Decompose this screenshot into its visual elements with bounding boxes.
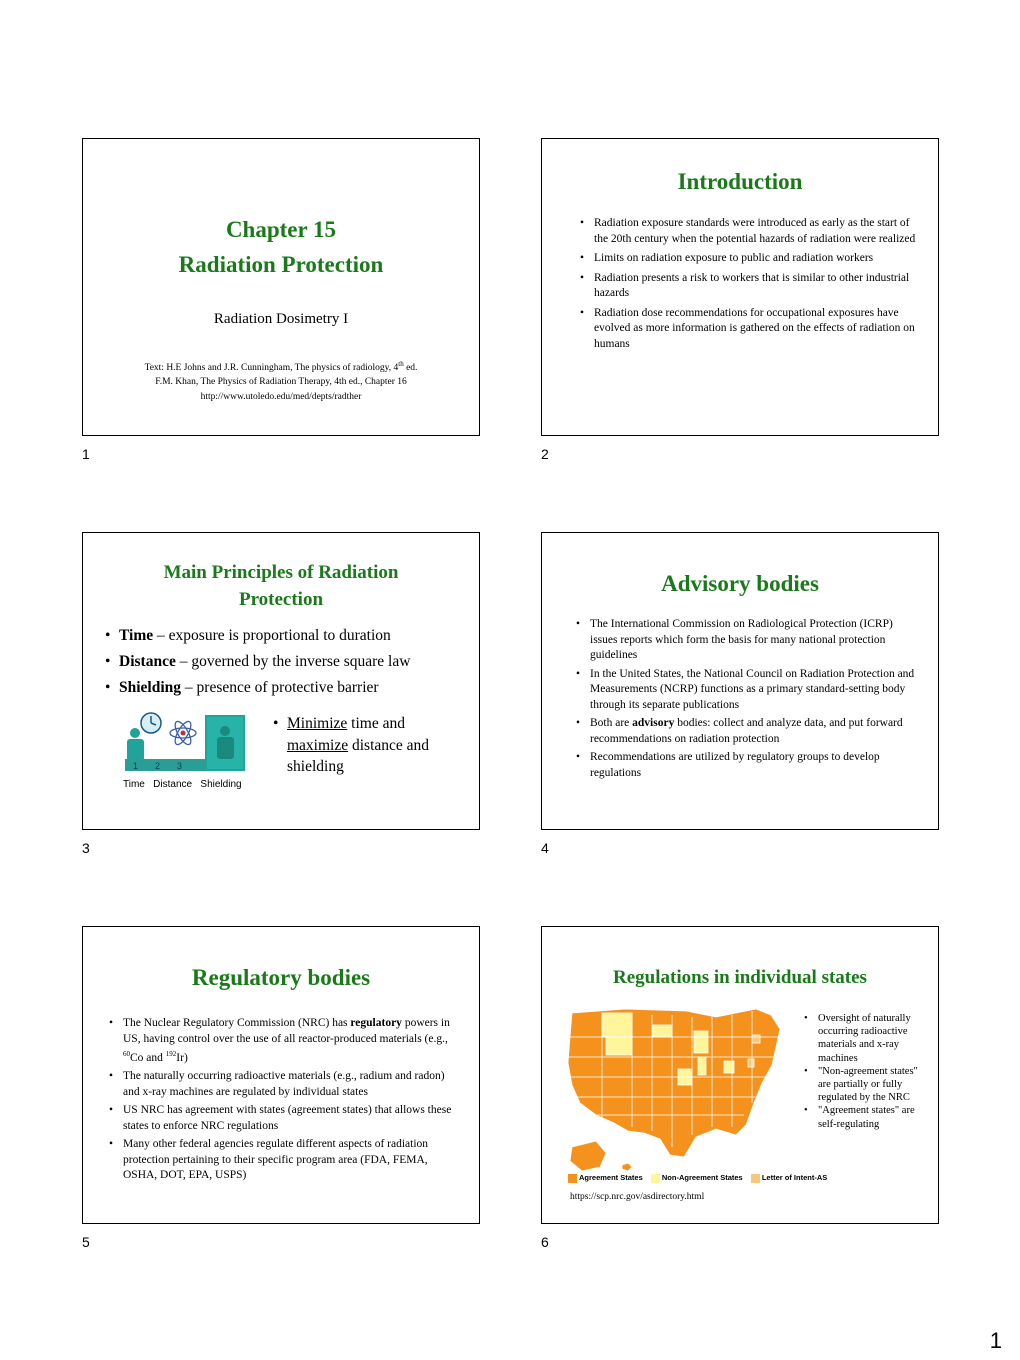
bullet-item: • Both are advisory bodies: collect and analyze data, and put forward recommendations on radiation protection (574, 716, 920, 747)
clock-icon (141, 713, 161, 733)
map-letter-of-intent-ct (752, 1035, 760, 1043)
principle-distance: • Distance – governed by the inverse square law (103, 649, 469, 675)
slide-3-title: Main Principles of Radiation Protection (163, 562, 399, 610)
slide-6 (541, 926, 939, 1224)
page-number: 1 (989, 1328, 1002, 1353)
slide-1-title-line1: Chapter 15 (225, 217, 337, 242)
bullet-item: • The Nuclear Regulatory Commission (NRC) has regulatory powers in US, having control over the use of all reactor-produced materials (e.g., $^{60}$Co and $^{192}$Ir) (107, 1016, 455, 1066)
slide-4-number: 4 (541, 840, 549, 856)
illustration-caption: Time Distance Shielding (123, 779, 242, 790)
slide-1-reference-url[interactable]: http://www.utoledo.edu/med/depts/radther (200, 392, 362, 402)
slide-3-principles-list (103, 623, 469, 701)
ruler-tick-2: 2 (155, 761, 161, 771)
map-contiguous-us (568, 1009, 780, 1157)
legend-label: Agreement States (579, 1173, 643, 1182)
slide-4-title: Advisory bodies (661, 571, 819, 596)
bullet-item: • "Agreement states" are self-regulating (802, 1104, 930, 1130)
slide-6-bullet-list (802, 1012, 930, 1131)
slide-5-bullet-list (107, 1016, 455, 1184)
slide-4 (541, 532, 939, 830)
slide-1-title-line2: Radiation Protection (178, 252, 384, 277)
ruler-tick-1: 1 (133, 761, 139, 771)
map-non-agreement-in (698, 1057, 706, 1075)
slide-3 (82, 532, 480, 830)
map-source-url[interactable]: https://scp.nrc.gov/asdirectory.html (570, 1192, 705, 1202)
map-letter-of-intent-de (748, 1059, 754, 1067)
slide-3-number: 3 (82, 840, 90, 856)
bullet-item: • Radiation exposure standards were introduced as early as the start of the 20th century when the potential hazards of radiation were realized (578, 216, 916, 247)
bullet-item: • The naturally occurring radioactive materials (e.g., radium and radon) and x-ray machines are regulated by individual states (107, 1069, 455, 1100)
worker-left-icon (127, 728, 144, 761)
slide-2-title: Introduction (677, 169, 803, 194)
map-legend (568, 1173, 827, 1183)
map-hawaii (622, 1163, 632, 1171)
legend-label: Letter of Intent-AS (761, 1173, 828, 1182)
us-agreement-states-map (566, 1007, 794, 1179)
bullet-item: • Limits on radiation exposure to public and radiation workers (578, 251, 916, 267)
bullet-item: • The International Commission on Radiological Protection (ICRP) issues reports which form the basis for many national protection guidelines (574, 617, 920, 664)
slide-2-bullet-list (578, 216, 916, 352)
map-non-agreement-mt (602, 1013, 632, 1037)
legend-swatch-letter-of-intent (751, 1174, 760, 1183)
principle-time: • Time – exposure is proportional to duration (103, 623, 469, 649)
ruler-tick-3: 3 (177, 761, 183, 771)
bullet-item: • "Non-agreement states" are partially or fully regulated by the NRC (802, 1065, 930, 1105)
bullet-item: • US NRC has agreement with states (agreement states) that allows these states to enforce NRC regulations (107, 1103, 455, 1134)
summary-item: • Minimize time and maximize distance and shielding (271, 713, 429, 778)
slide-6-title: Regulations in individual states (613, 967, 867, 988)
atom-icon (170, 719, 196, 747)
map-non-agreement-wy (606, 1037, 632, 1055)
slide-1 (82, 138, 480, 436)
map-non-agreement-mi (694, 1031, 708, 1053)
slide-2 (541, 138, 939, 436)
legend-label: Non-Agreement States (661, 1173, 743, 1182)
bullet-item: • Many other federal agencies regulate different aspects of radiation protection pertaining to their specific program area (FDA, FEMA, OSHA, DOT, EPA, USPS) (107, 1137, 455, 1184)
slide-4-bullet-list (574, 617, 920, 781)
slide-2-number: 2 (541, 446, 549, 462)
bullet-item: • Recommendations are utilized by regulatory groups to develop regulations (574, 750, 920, 781)
bullet-item: • Radiation presents a risk to workers that is similar to other industrial hazards (578, 271, 916, 302)
slide-5 (82, 926, 480, 1224)
slide-1-reference-1: Text: H.E Johns and J.R. Cunningham, The physics of radiology, 4th ed. (144, 360, 418, 374)
slide-1-subtitle: Radiation Dosimetry I (213, 311, 349, 327)
map-alaska (570, 1141, 606, 1171)
slide-1-reference-2: F.M. Khan, The Physics of Radiation Therapy, 4th ed., Chapter 16 (155, 377, 407, 387)
principle-shielding: • Shielding – presence of protective barrier (103, 675, 469, 701)
legend-swatch-non-agreement (651, 1174, 660, 1183)
slide-5-number: 5 (82, 1234, 90, 1250)
bullet-item: • In the United States, the National Council on Radiation Protection and Measurements (NCRP) functions as a primary standard-setting body through its separate publications (574, 667, 920, 714)
slide-3-summary (271, 713, 429, 778)
time-distance-shielding-illustration (123, 711, 249, 773)
map-non-agreement-wv (724, 1061, 734, 1073)
slide-5-title: Regulatory bodies (191, 965, 371, 990)
slide-1-number: 1 (82, 446, 90, 462)
slide-6-number: 6 (541, 1234, 549, 1250)
map-non-agreement-sd (652, 1025, 672, 1037)
bullet-item: • Oversight of naturally occurring radioactive materials and x-ray machines (802, 1012, 930, 1065)
legend-swatch-agreement (568, 1174, 577, 1183)
bullet-item: • Radiation dose recommendations for occupational exposures have evolved as more information is gathered on the effects of radiation on humans (578, 306, 916, 353)
